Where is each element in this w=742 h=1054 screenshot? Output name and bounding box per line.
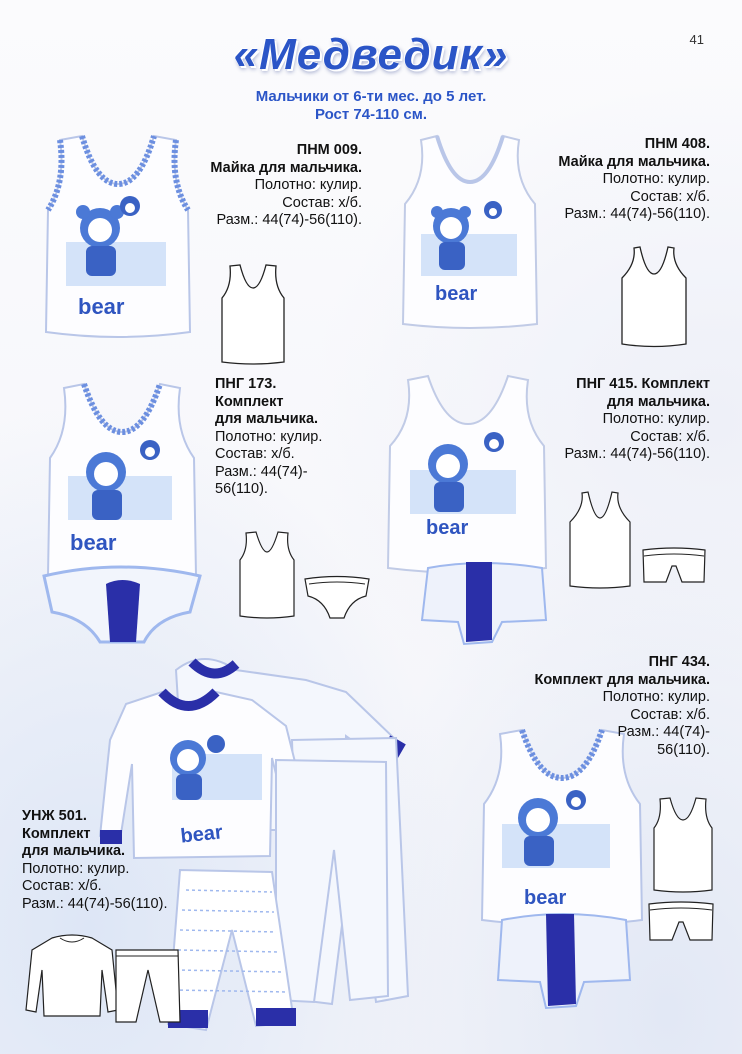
pnm408-sizes: Разм.: 44(74)-56(110).: [564, 206, 710, 222]
catalog-subtitle: [0, 88, 742, 124]
png173-description: [215, 376, 365, 499]
png434-bear-print-text: bear: [524, 887, 567, 909]
pnm009-sizes: Разм.: 44(74)-56(110).: [216, 212, 362, 228]
png434-sizes-line1: Разм.: 44(74)-: [617, 724, 710, 740]
pnm009-tank-top-sketch: [218, 262, 288, 367]
png173-tank-top-sketch: [236, 530, 298, 620]
png434-boxer-sketch: [646, 900, 716, 944]
png434-sizes-line2: 56(110).: [657, 741, 710, 758]
unzh501-name-line1: Комплект: [22, 825, 91, 842]
png434-description: [470, 654, 710, 759]
png415-composition: Состав: х/б.: [630, 428, 710, 445]
png415-tank-top-sketch: [566, 490, 634, 590]
png415-code: ПНГ 415. Комплект: [576, 376, 710, 392]
png173-name-line2: для мальчика.: [215, 411, 319, 427]
page-number: 41: [689, 32, 704, 47]
png173-code: ПНГ 173.: [215, 376, 277, 392]
png434-set-photo: [476, 724, 656, 1028]
pnm009-composition: Состав: х/б.: [282, 194, 362, 211]
png434-tank-top-sketch: [650, 796, 716, 894]
png173-composition: Состав: х/б.: [215, 446, 295, 462]
pnm009-description: [142, 142, 362, 230]
catalog-title: «Медведик»: [233, 30, 509, 79]
pnm408-fabric: Полотно: кулир.: [602, 171, 710, 187]
png415-boxer-sketch: [640, 546, 708, 586]
unzh501-pants-sketch: [110, 946, 184, 1026]
pnm408-bear-print-text: bear: [435, 283, 478, 305]
png173-sizes-line1: Разм.: 44(74)-: [215, 463, 308, 480]
pnm009-fabric: Полотно: кулир.: [254, 177, 362, 193]
subtitle-age: Мальчики от 6-ти мес. до 5 лет.: [255, 88, 487, 105]
unzh501-top-sketch: [22, 930, 122, 1020]
png434-code: ПНГ 434.: [648, 654, 710, 670]
png434-fabric: Полотно: кулир.: [602, 689, 710, 705]
unzh501-name-line2: для мальчика.: [22, 843, 126, 859]
png173-name-line1: Комплект: [215, 393, 284, 410]
png415-sizes: Разм.: 44(74)-56(110).: [564, 446, 710, 462]
pnm408-composition: Состав: х/б.: [630, 188, 710, 205]
png415-bear-print-text: bear: [426, 517, 469, 539]
png434-composition: Состав: х/б.: [630, 706, 710, 723]
png173-set-photo: [40, 380, 210, 660]
png415-name: для мальчика.: [606, 393, 710, 410]
png173-briefs-sketch: [302, 574, 372, 622]
png415-description: [470, 376, 710, 464]
png173-bear-print-text: bear: [70, 530, 117, 555]
unzh501-composition: Состав: х/б.: [22, 878, 102, 894]
unzh501-sizes: Разм.: 44(74)-56(110).: [22, 895, 168, 912]
png434-name: Комплект для мальчика.: [534, 671, 710, 688]
unzh501-code: УНЖ 501.: [22, 808, 87, 824]
pnm408-description: [490, 136, 710, 224]
pnm408-tank-top-sketch: [618, 244, 690, 350]
unzh501-description: [22, 808, 222, 913]
pnm408-code: ПНМ 408.: [644, 136, 710, 152]
pnm009-code: ПНМ 009.: [296, 142, 362, 158]
png415-fabric: Полотно: кулир.: [602, 411, 710, 427]
png173-sizes-line2: 56(110).: [215, 481, 268, 497]
unzh501-fabric: Полотно: кулир.: [22, 860, 130, 877]
subtitle-height: Рост 74-110 см.: [314, 106, 428, 123]
pnm408-name: Майка для мальчика.: [558, 153, 710, 170]
png173-fabric: Полотно: кулир.: [215, 428, 323, 445]
pnm009-name: Майка для мальчика.: [210, 159, 362, 176]
pnm009-bear-print-text: bear: [78, 294, 125, 319]
unzh501-bear-print-text: bear: [179, 821, 224, 848]
